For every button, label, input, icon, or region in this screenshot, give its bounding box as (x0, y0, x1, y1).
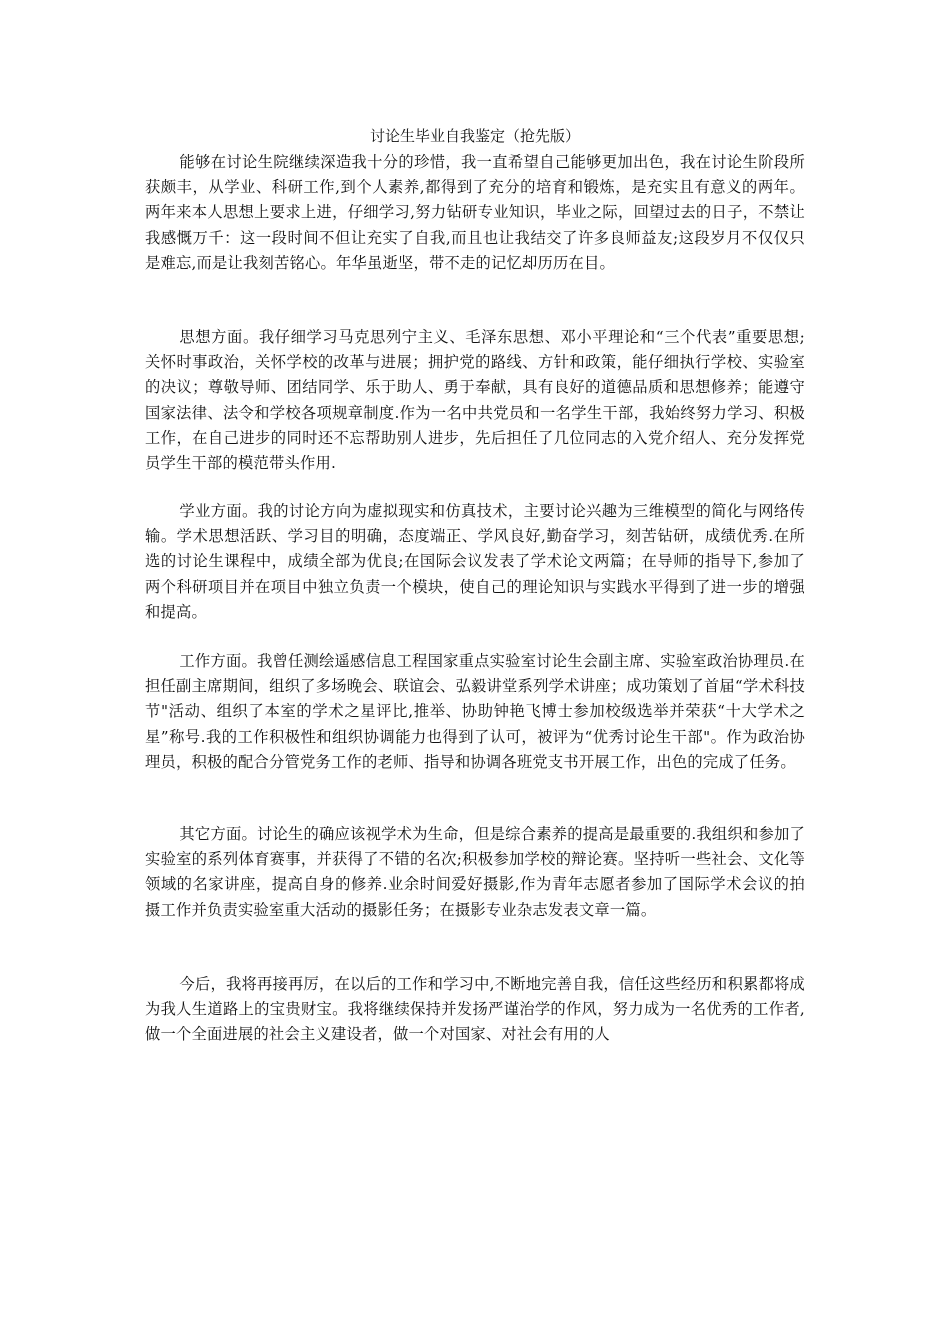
intro-paragraph: 能够在讨论生院继续深造我十分的珍惜，我一直希望自己能够更加出色，我在讨论生阶段所获颇丰，从学业、科研工作,到个人素养,都得到了充分的培育和锻炼，是充实且有意义的两年。两年来本人思想上要求上进，仔细学习,努力钻研专业知识，毕业之际，回望过去的日子，不禁让我感慨万千：这一段时间不但让充实了自我,而且也让我结交了许多良师益友;这段岁月不仅仅只是难忘,而是让我刻苦铭心。年华虽逝坚，带不走的记忆却历历在目。 (145, 153, 805, 272)
academics-paragraph: 学业方面。我的讨论方向为虚拟现实和仿真技术，主要讨论兴趣为三维模型的简化与网络传输。学术思想活跃、学习目的明确，态度端正、学风良好,勤奋学习，刻苦钻研，成绩优秀.在所选的讨论生课程中，成绩全部为优良;在国际会议发表了学术论文两篇；在导师的指导下,参加了两个科研项目并在项目中独立负责一个模块，使自己的理论知识与实践水平得到了进一步的增强和提高。 (145, 502, 805, 621)
future-paragraph: 今后，我将再接再厉，在以后的工作和学习中,不断地完善自我，信任这些经历和积累都将成为我人生道路上的宝贵财宝。我将继续保持并发扬严谨治学的作风，努力成为一名优秀的工作者,做一个全面进展的社会主义建设者，做一个对国家、对社会有用的人 (145, 975, 805, 1044)
work-paragraph: 工作方面。我曾任测绘遥感信息工程国家重点实验室讨论生会副主席、实验室政治协理员.在担任副主席期间，组织了多场晚会、联谊会、弘毅讲堂系列学术讲座；成功策划了首届“学术科技节"活动、组织了本室的学术之星评比,推举、协助钟艳飞博士参加校级选举并荣获“十大学术之星”称号.我的工作积极性和组织协调能力也得到了认可，被评为“优秀讨论生干部"。作为政治协理员，积极的配合分管党务工作的老师、指导和协调各班党支书开展工作，出色的完成了任务。 (145, 652, 805, 771)
document-title: 讨论生毕业自我鉴定（抢先版） (369, 127, 580, 145)
other-paragraph: 其它方面。讨论生的确应该视学术为生命，但是综合素养的提高是最重要的.我组织和参加了实验室的系列体育赛事，并获得了不错的名次;积极参加学校的辩论赛。坚持听一些社会、文化等领域的名家讲座，提高自身的修养.业余时间爱好摄影,作为青年志愿者参加了国际学术会议的拍摄工作并负责实验室重大活动的摄影任务；在摄影专业杂志发表文章一篇。 (145, 825, 805, 919)
ideology-paragraph: 思想方面。我仔细学习马克思列宁主义、毛泽东思想、邓小平理论和“三个代表”重要思想;关怀时事政治，关怀学校的改革与进展；拥护党的路线、方针和政策，能仔细执行学校、实验室的决议；尊敬导师、团结同学、乐于助人、勇于奉献，具有良好的道德品质和思想修养；能遵守国家法律、法令和学校各项规章制度.作为一名中共党员和一名学生干部，我始终努力学习、积极工作，在自己进步的同时还不忘帮助别人进步，先后担任了几位同志的入党介绍人、充分发挥党员学生干部的模范带头作用. (145, 328, 805, 473)
